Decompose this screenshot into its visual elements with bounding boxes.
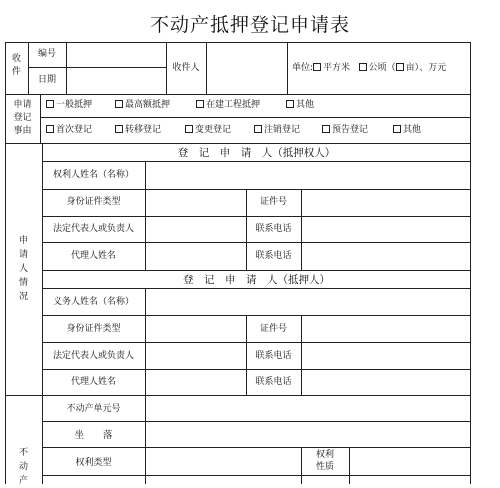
mortgagor-legal-rep-field[interactable] <box>146 343 246 369</box>
mortgagee-id-type-label: 身份证件类型 <box>66 197 121 207</box>
option-label: 变更登记 <box>195 125 232 135</box>
registration-type-option[interactable] <box>322 125 368 136</box>
registration-type-option[interactable] <box>254 125 300 136</box>
right-type-field[interactable] <box>146 448 301 475</box>
location-field[interactable] <box>146 422 470 447</box>
matters-label-line: 登记 <box>13 113 32 123</box>
unit-number-label: 不动产单元号 <box>66 404 121 414</box>
option-label: 转移登记 <box>125 125 162 135</box>
checkbox-icon[interactable] <box>46 125 54 133</box>
checkbox-icon[interactable] <box>46 100 54 108</box>
checkbox-icon[interactable] <box>393 125 401 133</box>
matters-label-line: 申请 <box>13 100 32 110</box>
property-label-char: 不 <box>18 448 28 458</box>
location-label: 坐 落 <box>74 430 113 441</box>
checkbox-icon[interactable] <box>115 100 123 108</box>
property-section-label <box>5 446 42 488</box>
option-label: 公顷（ <box>368 63 396 73</box>
option-label: 、万元 <box>419 63 447 73</box>
checkbox-icon[interactable] <box>115 125 123 133</box>
mortgagor-agent-phone-field[interactable] <box>302 370 470 395</box>
mortgagor-agent-phone-label: 联系电话 <box>255 377 292 387</box>
mortgagor-id-no-label: 证件号 <box>259 324 287 334</box>
mortgagor-header: 登 记 申 请 人（抵押人） <box>183 274 330 286</box>
mortgagee-name-field[interactable] <box>146 162 470 189</box>
right-nature-label-line: 权利 <box>315 450 334 460</box>
option-label: 其他 <box>403 125 422 135</box>
right-nature-label-line: 性质 <box>315 462 334 472</box>
option-label: 最高额抵押 <box>125 100 171 110</box>
checkbox-icon[interactable] <box>254 125 262 133</box>
registration-type-option[interactable] <box>185 125 231 136</box>
applicant-label-char: 人 <box>18 264 28 274</box>
registration-type-option[interactable] <box>393 125 421 136</box>
unit-options <box>292 63 446 74</box>
mortgagee-id-no-label: 证件号 <box>259 197 287 207</box>
checkbox-icon[interactable] <box>196 100 204 108</box>
matters-label-line: 事由 <box>13 126 32 136</box>
checkbox-icon[interactable] <box>185 125 193 133</box>
mortgagee-agent-phone-field[interactable] <box>302 243 470 270</box>
option-label: 首次登记 <box>56 125 93 135</box>
option-label: 平方米 <box>323 63 351 73</box>
matters-section-label <box>5 99 40 138</box>
option-label: 一般抵押 <box>56 100 93 110</box>
option-label: 预告登记 <box>332 125 369 135</box>
registration-type-option[interactable] <box>115 125 161 136</box>
receipt-section-label <box>5 53 28 79</box>
option-label: 在建工程抵押 <box>206 100 261 110</box>
mortgage-type-option[interactable] <box>46 100 92 111</box>
right-nature-field[interactable] <box>350 448 470 475</box>
mortgagee-phone-label: 联系电话 <box>255 224 292 234</box>
unit-number-field[interactable] <box>146 396 470 421</box>
mortgagee-agent-field[interactable] <box>146 243 246 270</box>
receiver-field[interactable] <box>207 43 287 94</box>
mortgagor-name-label: 义务人姓名（名称） <box>52 297 134 307</box>
mortgage-type-option[interactable] <box>286 100 314 111</box>
mortgagee-legal-rep-label: 法定代表人或负责人 <box>52 224 134 234</box>
mortgagor-agent-label: 代理人姓名 <box>70 377 116 387</box>
mortgagor-name-field[interactable] <box>146 289 470 315</box>
number-label: 编号 <box>37 49 56 59</box>
unit-label: 单位: <box>292 63 314 73</box>
mortgagee-header: 登 记 申 请 人（抵押权人） <box>177 147 336 159</box>
receipt-label-char: 收 <box>11 54 21 64</box>
mortgagor-id-no-field[interactable] <box>302 316 470 342</box>
mortgagee-phone-field[interactable] <box>302 217 470 242</box>
checkbox-hectare[interactable] <box>359 63 367 71</box>
applicant-label-char: 申 <box>18 236 28 246</box>
mortgagee-name-label: 权利人姓名（名称） <box>52 170 134 180</box>
option-label: 注销登记 <box>264 125 301 135</box>
applicant-label-char: 请 <box>18 250 28 260</box>
checkbox-sqm[interactable] <box>313 63 321 71</box>
mortgagee-agent-phone-label: 联系电话 <box>255 251 292 261</box>
mortgage-type-option[interactable] <box>196 100 260 111</box>
number-field[interactable] <box>67 43 166 67</box>
date-label: 日期 <box>37 75 56 85</box>
option-label: 亩） <box>405 63 420 73</box>
applicant-label-char: 况 <box>18 292 28 302</box>
receipt-label-char: 件 <box>11 67 21 77</box>
mortgagor-phone-field[interactable] <box>302 343 470 369</box>
applicant-label-char: 情 <box>18 278 28 288</box>
right-type-label: 权利类型 <box>75 458 112 468</box>
date-field[interactable] <box>67 68 166 94</box>
mortgagee-agent-label: 代理人姓名 <box>70 251 116 261</box>
mortgagor-phone-label: 联系电话 <box>255 351 292 361</box>
property-label-char: 产 <box>18 476 28 486</box>
receiver-label: 收件人 <box>172 63 200 73</box>
mortgage-type-option[interactable] <box>115 100 170 111</box>
right-nature-label <box>301 449 349 473</box>
form-title: 不动产抵押登记申请表 <box>149 14 350 36</box>
mortgagee-id-no-field[interactable] <box>302 190 470 216</box>
option-label: 其他 <box>296 100 315 110</box>
mortgagee-legal-rep-field[interactable] <box>146 217 246 242</box>
checkbox-icon[interactable] <box>286 100 294 108</box>
mortgagor-id-type-field[interactable] <box>146 316 246 342</box>
checkbox-icon[interactable] <box>322 125 330 133</box>
mortgagor-legal-rep-label: 法定代表人或负责人 <box>52 351 134 361</box>
applicant-section-label <box>5 234 42 304</box>
mortgagor-agent-field[interactable] <box>146 370 246 395</box>
mortgagee-id-type-field[interactable] <box>146 190 246 216</box>
property-label-char: 动 <box>18 462 28 472</box>
mortgagor-id-type-label: 身份证件类型 <box>66 324 121 334</box>
checkbox-mu[interactable] <box>396 63 404 71</box>
registration-type-option[interactable] <box>46 125 92 136</box>
